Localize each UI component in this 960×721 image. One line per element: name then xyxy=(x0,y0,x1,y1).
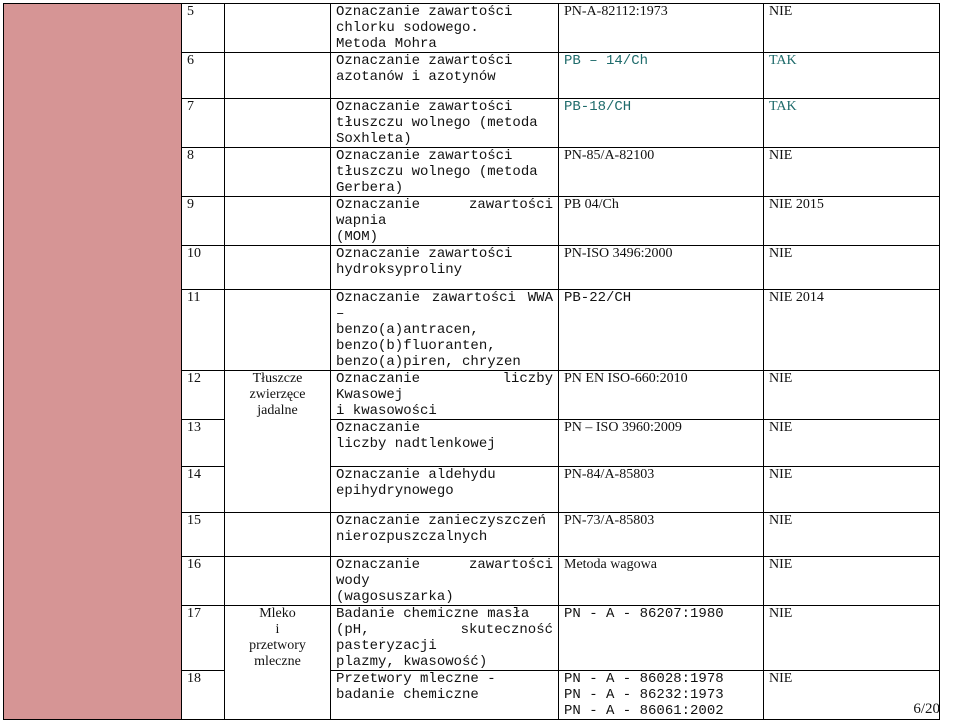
description-line: benzo(b)fluoranten, xyxy=(336,338,496,354)
accreditation-status: NIE 2015 xyxy=(764,197,940,246)
accreditation-status: NIE xyxy=(764,148,940,197)
description-line: Oznaczanie zawartości wapnia xyxy=(336,197,553,229)
norm-line: PB – 14/Ch xyxy=(564,53,649,69)
accreditation-status: NIE xyxy=(764,671,940,720)
accreditation-status: NIE xyxy=(764,557,940,606)
accreditation-status: NIE 2014 xyxy=(764,290,940,371)
method-description xyxy=(331,197,559,246)
group-cell-fats xyxy=(225,371,331,513)
row-number: 11 xyxy=(182,290,225,371)
norm-line: PN-85/A-82100 xyxy=(564,148,655,163)
description-line: tłuszczu wolnego (metoda xyxy=(336,164,538,180)
row-number: 12 xyxy=(182,371,225,420)
group-label-line: przetwory xyxy=(249,638,306,653)
method-description xyxy=(331,371,559,420)
group-cell-empty xyxy=(225,513,331,557)
methods-table xyxy=(3,3,940,720)
group-cell-empty xyxy=(225,53,331,99)
accreditation-status: TAK xyxy=(764,53,940,99)
method-description xyxy=(331,467,559,513)
row-number: 7 xyxy=(182,99,225,148)
group-cell-empty xyxy=(225,148,331,197)
description-line: Gerbera) xyxy=(336,180,404,196)
norm-reference xyxy=(559,53,764,99)
group-label-line: Mleko xyxy=(259,606,296,621)
norm-line: PN-84/A-85803 xyxy=(564,467,655,482)
norm-line: PB 04/Ch xyxy=(564,197,619,212)
page-number: 6/20 xyxy=(913,701,940,717)
accreditation-status: TAK xyxy=(764,99,940,148)
description-line: Oznaczanie liczby Kwasowej xyxy=(336,371,553,403)
group-cell-empty xyxy=(225,246,331,290)
accreditation-status: NIE xyxy=(764,606,940,671)
group-cell-empty xyxy=(225,197,331,246)
norm-reference xyxy=(559,99,764,148)
description-line: (wagosuszarka) xyxy=(336,589,454,605)
method-description xyxy=(331,671,559,720)
description-line: Oznaczanie zawartości wody xyxy=(336,557,553,589)
method-description xyxy=(331,148,559,197)
group-label-line: i xyxy=(275,622,280,637)
row-number: 8 xyxy=(182,148,225,197)
norm-reference xyxy=(559,513,764,557)
row-number: 17 xyxy=(182,606,225,671)
method-description xyxy=(331,557,559,606)
norm-reference xyxy=(559,420,764,467)
norm-line: Metoda wagowa xyxy=(564,557,657,572)
method-description xyxy=(331,4,559,53)
row-number: 18 xyxy=(182,671,225,720)
norm-line: PN-A-82112:1973 xyxy=(564,4,668,19)
norm-reference xyxy=(559,557,764,606)
method-description xyxy=(331,53,559,99)
norm-line: PN - A - 86232:1973 xyxy=(564,687,724,703)
group-label-line: zwierzęce xyxy=(249,387,306,402)
description-line: Oznaczanie xyxy=(336,420,421,436)
group-label-line: mleczne xyxy=(254,654,301,669)
description-line: Soxhleta) xyxy=(336,131,412,147)
norm-line: PN - A - 86028:1978 xyxy=(564,671,724,687)
row-number: 14 xyxy=(182,467,225,513)
norm-line: PN - A - 86207:1980 xyxy=(564,606,724,622)
shaded-column xyxy=(4,4,182,720)
group-label-line: Tłuszcze xyxy=(252,371,303,386)
description-line: nierozpuszczalnych xyxy=(336,529,488,545)
norm-line: PN – ISO 3960:2009 xyxy=(564,420,682,435)
group-cell-empty xyxy=(225,99,331,148)
norm-reference xyxy=(559,467,764,513)
norm-reference xyxy=(559,246,764,290)
description-line: i kwasowości xyxy=(336,403,437,419)
norm-reference xyxy=(559,371,764,420)
row-number: 10 xyxy=(182,246,225,290)
group-cell-empty xyxy=(225,290,331,371)
method-description xyxy=(331,290,559,371)
description-line: Oznaczanie zawartości xyxy=(336,99,513,115)
description-line: hydroksyproliny xyxy=(336,262,463,278)
accreditation-status: NIE xyxy=(764,513,940,557)
description-line: chlorku sodowego. xyxy=(336,20,479,36)
description-line: azotanów i azotynów xyxy=(336,69,496,85)
accreditation-status: NIE xyxy=(764,246,940,290)
description-line: Metoda Mohra xyxy=(336,36,437,52)
description-line: benzo(a)antracen, xyxy=(336,322,479,338)
description-line: Oznaczanie zawartości WWA – xyxy=(336,290,553,322)
method-description xyxy=(331,99,559,148)
description-line: benzo(a)piren, chryzen xyxy=(336,354,521,370)
row-number: 16 xyxy=(182,557,225,606)
group-label-line: jadalne xyxy=(257,403,298,418)
norm-line: PB-18/CH xyxy=(564,99,632,115)
description-line: Oznaczanie zawartości xyxy=(336,4,513,20)
row-number: 15 xyxy=(182,513,225,557)
description-line: tłuszczu wolnego (metoda xyxy=(336,115,538,131)
description-line: Badanie chemiczne masła xyxy=(336,606,530,622)
norm-reference xyxy=(559,606,764,671)
norm-line: PN - A - 86061:2002 xyxy=(564,703,724,719)
norm-line: PB-22/CH xyxy=(564,290,632,306)
description-line: badanie chemiczne xyxy=(336,687,479,703)
method-description xyxy=(331,606,559,671)
accreditation-status: NIE xyxy=(764,4,940,53)
norm-reference xyxy=(559,290,764,371)
accreditation-status: NIE xyxy=(764,467,940,513)
method-description xyxy=(331,246,559,290)
description-line: (MOM) xyxy=(336,229,379,245)
description-line: liczby nadtlenkowej xyxy=(336,436,496,452)
method-description xyxy=(331,420,559,467)
accreditation-status: NIE xyxy=(764,371,940,420)
group-cell-empty xyxy=(225,557,331,606)
row-number: 9 xyxy=(182,197,225,246)
norm-line: PN EN ISO-660:2010 xyxy=(564,371,688,386)
description-line: Oznaczanie zawartości xyxy=(336,53,513,69)
description-line: Oznaczanie zawartości xyxy=(336,246,513,262)
norm-reference xyxy=(559,4,764,53)
description-line: Oznaczanie zawartości xyxy=(336,148,513,164)
description-line: Oznaczanie zanieczyszczeń xyxy=(336,513,547,529)
accreditation-status: NIE xyxy=(764,420,940,467)
group-cell-empty xyxy=(225,4,331,53)
description-line: Przetwory mleczne - xyxy=(336,671,496,687)
norm-line: PN-73/A-85803 xyxy=(564,513,655,528)
table-row xyxy=(4,4,940,53)
description-line: (pH, skuteczność pasteryzacji xyxy=(336,622,553,654)
row-number: 13 xyxy=(182,420,225,467)
norm-reference xyxy=(559,197,764,246)
description-line: epihydrynowego xyxy=(336,483,454,499)
norm-line: PN-ISO 3496:2000 xyxy=(564,246,673,261)
norm-reference xyxy=(559,671,764,720)
description-line: plazmy, kwasowość) xyxy=(336,654,488,670)
row-number: 6 xyxy=(182,53,225,99)
description-line: Oznaczanie aldehydu xyxy=(336,467,496,483)
method-description xyxy=(331,513,559,557)
norm-reference xyxy=(559,148,764,197)
row-number: 5 xyxy=(182,4,225,53)
group-cell-milk xyxy=(225,606,331,720)
